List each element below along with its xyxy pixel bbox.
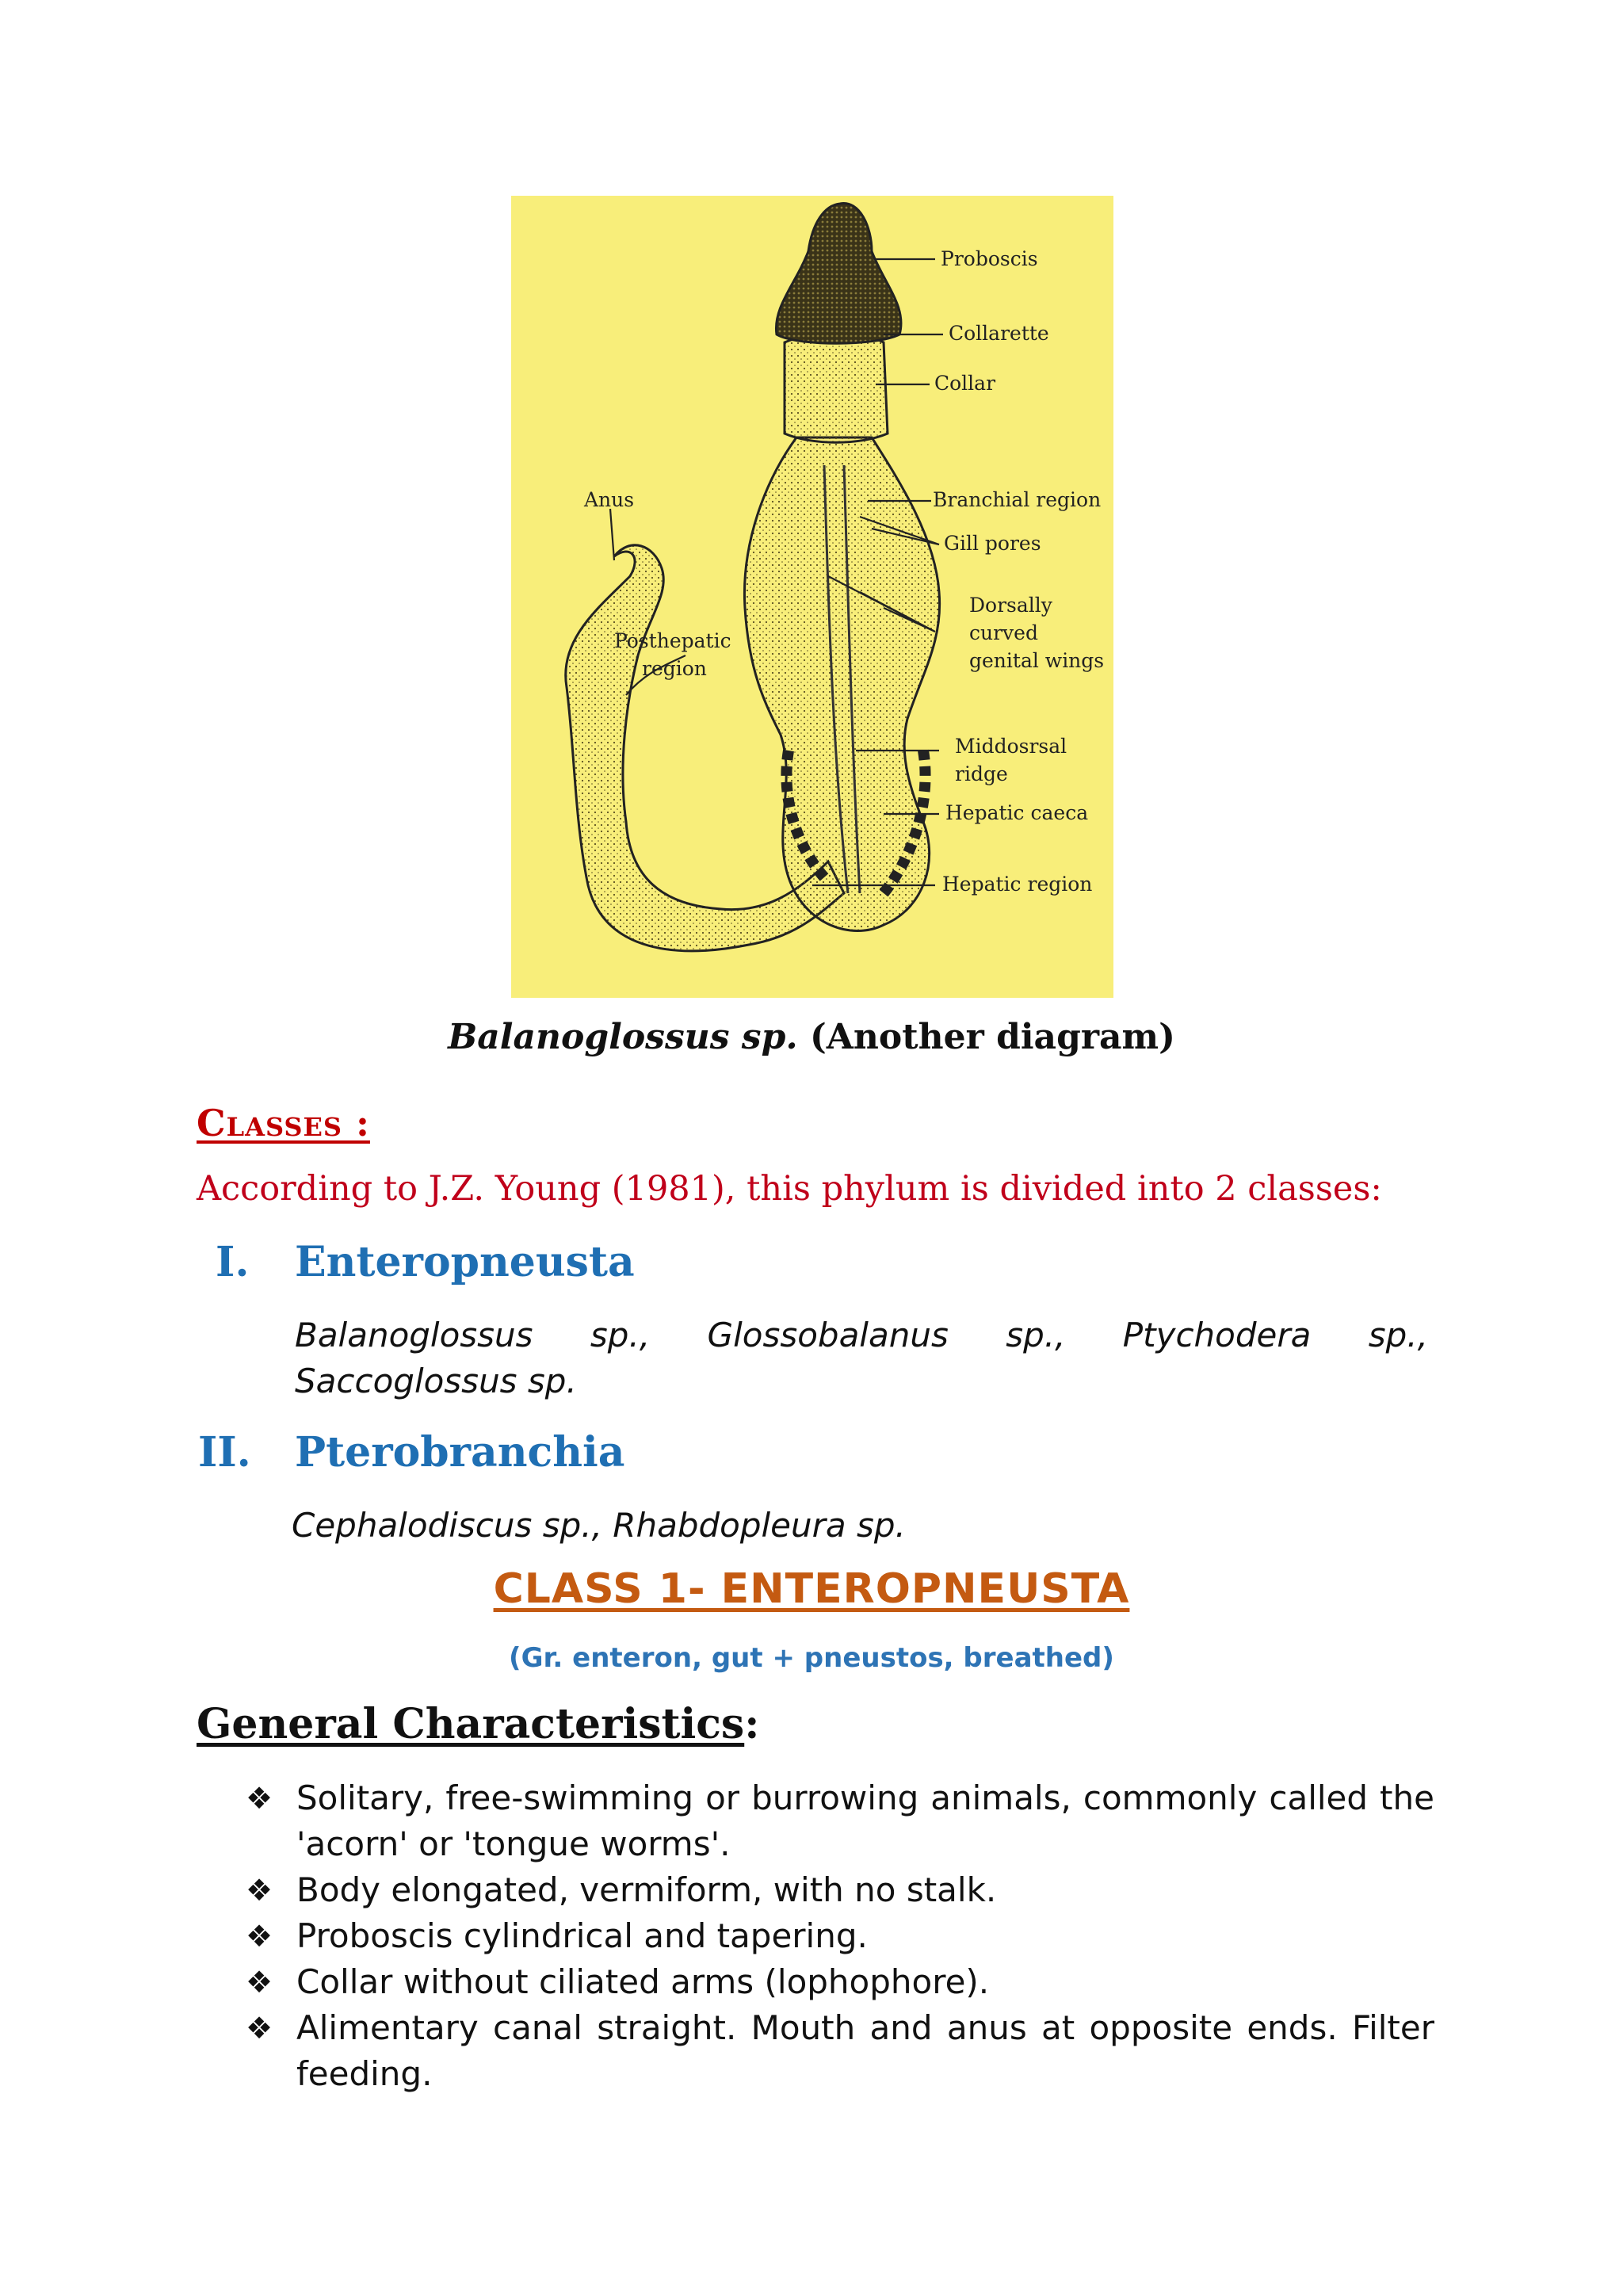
class-numeral-1: I. (216, 1238, 250, 1286)
list-item-text: Collar without ciliated arms (lophophore). (296, 1962, 990, 2001)
label-middorsal: Middosrsal (955, 735, 1067, 758)
label-hepatic-region: Hepatic region (942, 873, 1093, 896)
figure-caption (0, 1017, 1623, 1057)
label-gill-pores: Gill pores (944, 532, 1041, 555)
class-name-enteropneusta: Enteropneusta (295, 1238, 635, 1286)
list-item (246, 1867, 1434, 1913)
caption-species: Balanoglossus sp. (448, 1017, 798, 1057)
label-dorsally: Dorsally (969, 594, 1052, 617)
list-item (246, 1959, 1434, 2005)
label-proboscis: Proboscis (941, 247, 1038, 270)
species-list-enteropneusta-line2: Saccoglossus sp. (295, 1362, 577, 1400)
proboscis (776, 204, 901, 344)
label-anus: Anus (584, 488, 635, 511)
label-branchial-region: Branchial region (933, 488, 1102, 511)
list-item-text: Body elongated, vermiform, with no stalk. (296, 1870, 997, 1909)
list-item (246, 1775, 1434, 1867)
characteristics-list (246, 1775, 1434, 2097)
trunk-body (744, 437, 939, 931)
etymology: (Gr. enteron, gut + pneustos, breathed) (509, 1642, 1114, 1674)
label-region: region (642, 657, 707, 680)
classes-heading: Classes : (197, 1102, 370, 1144)
list-item (246, 2005, 1434, 2097)
species-list-pterobranchia: Cephalodiscus sp., Rhabdopleura sp. (292, 1506, 906, 1545)
diagram-svg (511, 196, 1113, 998)
label-ridge: ridge (955, 762, 1008, 785)
diamond-bullet-icon: ❖ (246, 1965, 273, 2000)
species-word: sp., (1006, 1316, 1066, 1354)
caption-note: (Another diagram) (797, 1017, 1175, 1057)
gc-heading-text: General Characteristics (197, 1700, 745, 1748)
species-word: sp., (1368, 1316, 1428, 1354)
label-collarette: Collarette (949, 322, 1049, 345)
diamond-bullet-icon: ❖ (246, 1919, 273, 1954)
class-numeral-2: II. (198, 1428, 251, 1477)
label-genital-wings: genital wings (969, 649, 1105, 672)
species-list-enteropneusta (295, 1316, 1428, 1354)
class1-title: CLASS 1- ENTEROPNEUSTA (493, 1565, 1130, 1613)
species-word: sp., (590, 1316, 651, 1354)
label-posthepatic: Posthepatic (614, 629, 731, 652)
species-word: Balanoglossus (295, 1316, 533, 1354)
list-item (246, 1913, 1434, 1959)
diamond-bullet-icon: ❖ (246, 1873, 273, 1908)
diamond-bullet-icon: ❖ (246, 1781, 273, 1816)
label-hepatic-caeca: Hepatic caeca (945, 801, 1089, 824)
list-item-text: Solitary, free-swimming or burrowing animals, commonly called the 'acorn' or 'tongue worms'. (296, 1778, 1434, 1863)
species-word: Glossobalanus (707, 1316, 949, 1354)
label-curved: curved (969, 621, 1038, 644)
species-word: Ptychodera (1122, 1316, 1312, 1354)
diamond-bullet-icon: ❖ (246, 2011, 273, 2046)
gc-heading-colon: : (744, 1700, 760, 1748)
label-collar: Collar (934, 372, 996, 395)
general-characteristics-heading (197, 1700, 759, 1748)
collar (785, 334, 888, 443)
list-item-text: Proboscis cylindrical and tapering. (296, 1916, 868, 1955)
class-name-pterobranchia: Pterobranchia (295, 1428, 625, 1477)
list-item-text: Alimentary canal straight. Mouth and anus at opposite ends. Filter feeding. (296, 2008, 1434, 2093)
balanoglossus-diagram (511, 196, 1113, 998)
classes-intro: According to J.Z. Young (1981), this phylum is divided into 2 classes: (197, 1169, 1382, 1209)
